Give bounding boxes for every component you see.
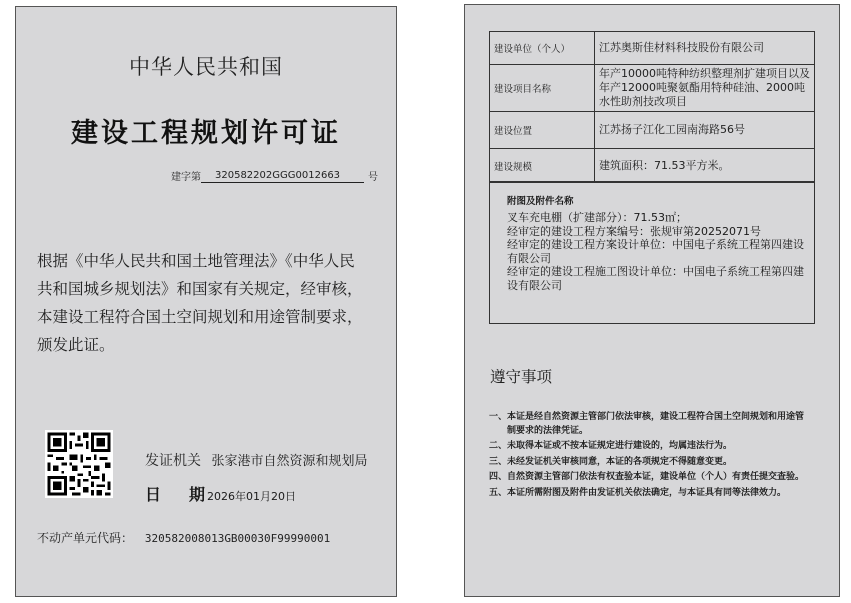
certificate-front-page <box>15 6 397 597</box>
row-value: 建筑面积：71.53平方米。 <box>595 149 815 183</box>
project-info-table <box>489 31 815 183</box>
property-unit-code <box>37 529 330 546</box>
date-label <box>145 482 205 505</box>
table-row <box>490 149 815 183</box>
list-item <box>489 456 809 470</box>
certificate-number <box>171 168 378 183</box>
attachments-title: 附图及附件名称 <box>507 196 574 207</box>
list-item <box>489 471 809 485</box>
row-key: 建设位置 <box>490 112 595 149</box>
qr-code-icon <box>45 430 113 498</box>
date-value: 2026年01月20日 <box>207 490 297 503</box>
row-key: 建设规模 <box>490 149 595 183</box>
rules-list <box>489 411 809 502</box>
property-code-label: 不动产单元代码： <box>37 531 134 545</box>
certificate-back-page <box>464 4 840 597</box>
cert-number-value: 320582202GGG0012663 <box>201 169 364 183</box>
cert-number-prefix: 建字第 <box>171 172 201 183</box>
table-row <box>490 65 815 112</box>
row-value: 江苏奥斯佳材料科技股份有限公司 <box>595 32 815 65</box>
row-key: 建设项目名称 <box>490 65 595 112</box>
attachment-line: 经审定的建设工程方案设计单位：中国电子系统工程第四建设有限公司 <box>507 238 804 265</box>
obey-section-title: 遵守事项 <box>490 368 553 386</box>
table-row <box>490 112 815 149</box>
rule-text: 未经发证机关审核同意，本证的各项规定不得随意变更。 <box>507 456 733 467</box>
rule-text: 本证所需附图及附件由发证机关依法确定，与本证具有同等法律效力。 <box>507 487 787 498</box>
table-row <box>490 32 815 65</box>
attachment-line: 叉车充电棚（扩建部分）：71.53㎡； <box>507 211 687 224</box>
rule-text: 本证是经自然资源主管部门依法审核，建设工程符合国土空间规划和用途管制要求的法律凭证。 <box>507 412 805 436</box>
row-value: 江苏扬子江化工园南海路56号 <box>595 112 815 149</box>
row-value: 年产10000吨特种纺织整理剂扩建项目以及年产12000吨聚氨酯用特种硅油、2000吨水性助剂技改项目 <box>595 65 815 112</box>
list-item <box>489 487 809 501</box>
issuer-label: 发证机关 <box>145 453 201 469</box>
rule-text: 未取得本证或不按本证规定进行建设的，均属违法行为。 <box>507 441 733 451</box>
date-label-part-2: 期 <box>189 485 206 504</box>
certificate-body-text: 根据《中华人民共和国土地管理法》《中华人民共和国城乡规划法》和国家有关规定，经审核，本建设工程符合国土空间规划和用途管制要求，颁发此证。 <box>37 252 363 354</box>
rule-text: 自然资源主管部门依法有权查验本证，建设单位（个人）有责任提交查验。 <box>507 472 805 482</box>
issuing-authority <box>145 450 367 470</box>
issue-date <box>145 482 296 505</box>
rule-number: 一、 <box>489 412 508 422</box>
cert-number-suffix: 号 <box>368 172 378 183</box>
property-code-value: 320582008013GB00030F99990001 <box>144 532 331 545</box>
country-name: 中华人民共和国 <box>129 55 283 79</box>
rule-number: 五、 <box>489 487 508 498</box>
list-item <box>489 440 809 454</box>
attachments-box <box>489 181 815 324</box>
rule-number: 四、 <box>489 472 508 482</box>
rule-number: 二、 <box>489 441 508 451</box>
attachment-line: 经审定的建设工程施工图设计单位：中国电子系统工程第四建设有限公司 <box>507 265 804 292</box>
certificate-title: 建设工程规划许可证 <box>71 118 341 149</box>
row-key: 建设单位（个人） <box>490 32 595 65</box>
attachment-line: 经审定的建设工程方案编号：张规审第20252071号 <box>507 224 761 238</box>
rule-number: 三、 <box>489 456 508 467</box>
date-label-part-1: 日 <box>145 485 162 504</box>
issuer-value: 张家港市自然资源和规划局 <box>211 454 368 469</box>
list-item <box>489 411 809 438</box>
